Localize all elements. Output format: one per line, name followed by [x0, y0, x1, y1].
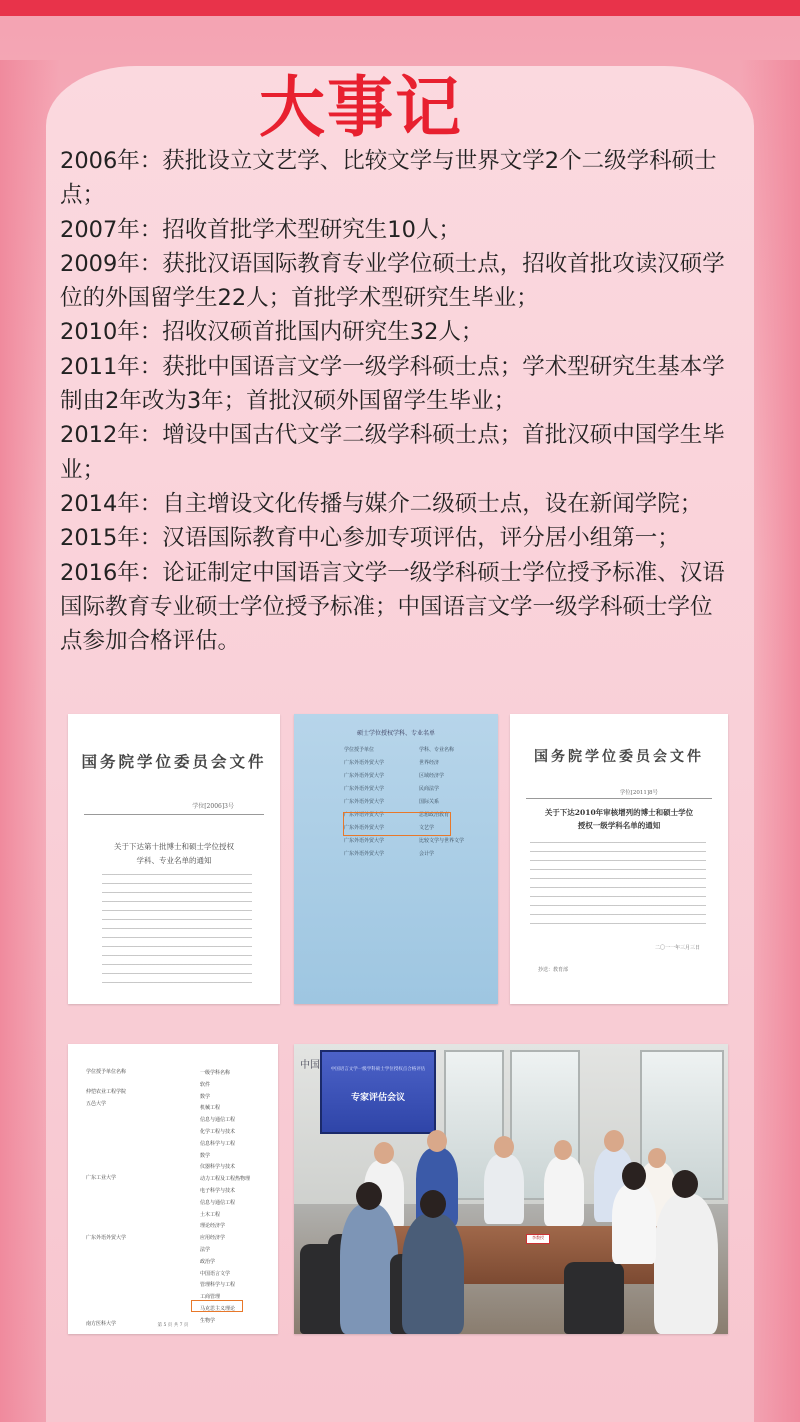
list-item: 数学 [200, 1093, 211, 1100]
doc3-heading: 国务院学位委员会文件 [534, 749, 704, 765]
doc3-date: 二〇一一年三月三日 [654, 945, 700, 951]
person [654, 1194, 718, 1334]
doc1-subject [68, 840, 280, 868]
person-face [494, 1136, 514, 1158]
list-item: 广东外语外贸大学 [344, 799, 385, 805]
list-item: 学位授予单位 [344, 747, 375, 753]
doc2-highlight-box [343, 812, 451, 836]
doc3-body-text [530, 842, 706, 932]
list-item: 仪器科学与技术 [200, 1164, 236, 1171]
page-title: 大事记 [259, 69, 463, 146]
doc1-divider [84, 814, 264, 815]
list-item: 软件 [200, 1081, 211, 1088]
document-image-2011-notice [510, 714, 728, 1004]
doc3-subject [510, 806, 728, 832]
doc1-heading: 国务院学位委员会文件 [81, 752, 267, 771]
doc3-divider [526, 798, 712, 799]
list-item: 文艺学 [419, 825, 435, 831]
list-item: 思想政治教育 [419, 812, 450, 818]
person-head [356, 1182, 382, 1210]
list-item: 民商法学 [419, 786, 440, 792]
list-item: 机械工程 [200, 1105, 221, 1112]
doc3-subject-line1: 关于下达2010年审核增列的博士和硕士学位 [544, 808, 694, 817]
list-item: 比较文学与世界文学 [419, 838, 465, 844]
list-item: 工商管理 [200, 1294, 221, 1301]
document-image-degree-list [294, 714, 498, 1004]
doc4-highlight-box [191, 1300, 243, 1312]
list-item: 应用经济学 [200, 1235, 226, 1242]
person-face [427, 1130, 447, 1152]
list-item: 管理科学与工程 [200, 1282, 236, 1289]
doc4-page-number: 第 5 页 共 7 页 [157, 1323, 189, 1328]
list-item: 区域经济学 [419, 773, 445, 779]
doc1-subject-line2: 学科、专业名单的通知 [136, 856, 212, 865]
person-face [648, 1148, 666, 1168]
projector-screen [320, 1050, 436, 1134]
list-item: 法学 [200, 1246, 211, 1253]
list-item: 广东外语外贸大学 [344, 773, 385, 779]
list-item: 理论经济学 [200, 1223, 226, 1230]
timeline-entry-2010: 2010年：招收汉硕首批国内研究生32人； [60, 319, 484, 346]
timeline-entry-2007: 2007年：招收首批学术型研究生10人； [60, 216, 461, 243]
timeline-entry-2014: 2014年：自主增设文化传播与媒介二级硕士点，设在新闻学院； [60, 490, 703, 517]
list-item: 会计学 [419, 851, 435, 857]
list-item: 广东工业大学 [86, 1175, 117, 1181]
list-item: 广东外语外贸大学 [344, 851, 385, 857]
doc2-column-subjects [419, 744, 464, 861]
doc1-subject-line1: 关于下达第十批博士和硕士学位授权 [114, 842, 234, 851]
list-item: 一级学科名称 [200, 1070, 231, 1076]
doc2-column-units [344, 744, 384, 861]
top-accent-bar [0, 0, 800, 16]
doc1-body-text [102, 874, 252, 984]
list-item: 中国语言文学 [200, 1270, 231, 1277]
timeline-entry-2016: 2016年：论证制定中国语言文学一级学科硕士学位授予标准、汉语国际教育专业硕士学位授予标准；中国语言文学一级学科硕士学位点参加合格评估。 [60, 559, 725, 655]
chair [564, 1262, 624, 1334]
list-item: 广东外语外贸大学 [344, 825, 385, 831]
document-image-discipline-list [68, 1044, 278, 1334]
list-item: 国际关系 [419, 799, 440, 805]
person-face [374, 1142, 394, 1164]
list-item: 南方医科大学 [86, 1321, 117, 1327]
person-face [604, 1130, 624, 1152]
timeline-entry-2012: 2012年：增设中国古代文学二级学科硕士点；首批汉硕中国学生毕业； [60, 422, 725, 483]
list-item: 广东外语外贸大学 [344, 786, 385, 792]
timeline-entry-2011: 2011年：获批中国语言文学一级学科硕士点；学术型研究生基本学制由2年改为3年；首批汉硕外国留学生毕业； [60, 353, 725, 415]
list-item: 土木工程 [200, 1211, 221, 1218]
person-face [554, 1140, 572, 1160]
list-item: 数学 [200, 1152, 211, 1159]
list-item: 马克思主义理论 [200, 1305, 236, 1312]
timeline-list [60, 144, 732, 658]
list-item: 电子科学与技术 [200, 1187, 236, 1194]
timeline-entry-2015: 2015年：汉语国际教育中心参加专项评估，评分居小组第一； [60, 525, 680, 552]
doc3-number: 学位[2011]8号 [619, 790, 658, 796]
list-item: 动力工程及工程热物理 [200, 1176, 251, 1183]
photo-wall-logo: 中国 [300, 1060, 320, 1071]
person [612, 1184, 656, 1264]
document-image-2006-notice [68, 714, 280, 1004]
person [484, 1154, 524, 1224]
doc3-cc: 抄送：教育部 [538, 967, 569, 973]
screen-title-text: 专家评估会议 [350, 1093, 405, 1103]
person-head [622, 1162, 646, 1190]
list-item: 学位授予单位名称 [86, 1069, 127, 1075]
person-head [672, 1170, 698, 1198]
person [402, 1214, 464, 1334]
timeline-entry-2006: 2006年：获批设立文艺学、比较文学与世界文学2个二级学科硕士点； [60, 148, 717, 209]
meeting-photo [294, 1044, 728, 1334]
screen-banner-text: 中国语言文学一级学科硕士学位授权点合格评估 [330, 1067, 426, 1072]
doc4-column-units [86, 1068, 126, 1327]
list-item: 五邑大学 [86, 1101, 107, 1107]
timeline-entry-2009: 2009年：获批汉语国际教育专业学位硕士点，招收首批攻读汉硕学位的外国留学生22人；首批学术型研究生毕业； [60, 250, 725, 312]
person-head [420, 1190, 446, 1218]
list-item: 仲恺农业工程学院 [86, 1089, 127, 1095]
list-item: 化学工程与技术 [200, 1128, 236, 1135]
name-card: 李教授 [526, 1234, 550, 1244]
person [544, 1156, 584, 1226]
list-item: 信息与通信工程 [200, 1117, 236, 1124]
list-item: 信息与通信工程 [200, 1199, 236, 1206]
list-item: 政治学 [200, 1258, 216, 1265]
list-item: 学科、专业名称 [419, 747, 455, 753]
list-item: 广东外语外贸大学 [344, 812, 385, 818]
doc3-subject-line2: 授权一级学科名单的通知 [577, 821, 661, 830]
list-item: 世界经济 [419, 760, 440, 766]
list-item: 广东外语外贸大学 [344, 838, 385, 844]
doc2-heading: 硕士学位授权学科、专业名单 [356, 730, 435, 737]
list-item: 信息科学与工程 [200, 1140, 236, 1147]
list-item: 生物学 [200, 1317, 216, 1324]
doc4-column-disciplines [200, 1068, 250, 1328]
doc1-number: 学位[2006]3号 [192, 803, 234, 810]
list-item: 广东外语外贸大学 [86, 1235, 127, 1241]
list-item: 广东外语外贸大学 [344, 760, 385, 766]
